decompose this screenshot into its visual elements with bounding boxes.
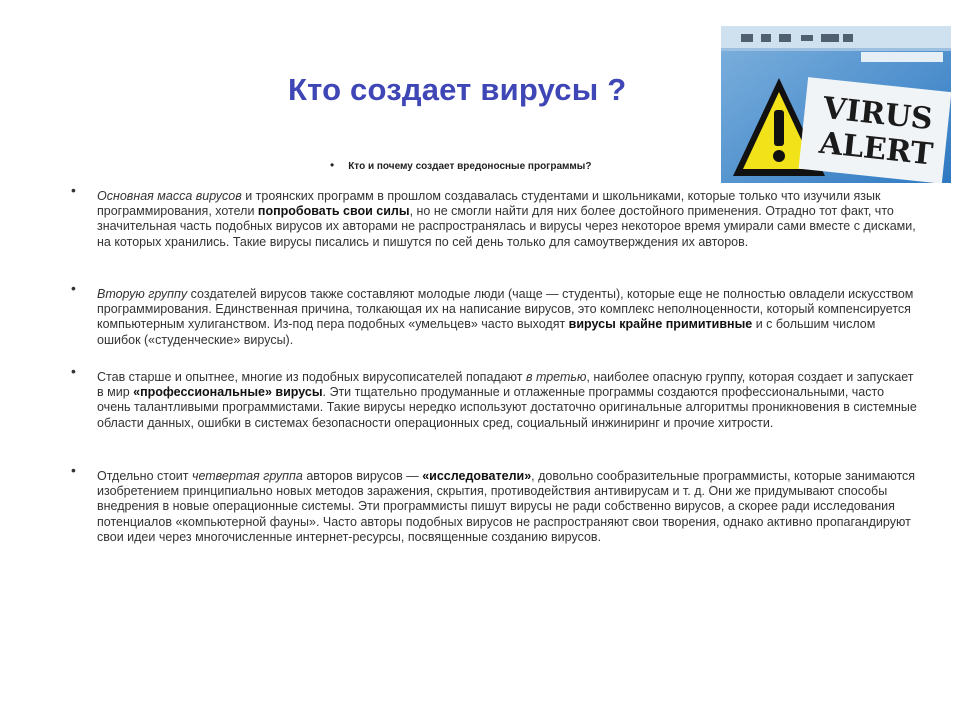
subtitle-text: Кто и почему создает вредоносные программы?	[348, 161, 592, 172]
list-item: Отдельно стоит четвертая группа авторов вирусов — «исследователи», довольно сообразительные программисты, которые занимаются изобретением принципиально новых методов заражения, скрытия, противодействия антивирусам и т. д. Они же придумывают способы внедрения в новые операционные системы. Эти программисты пишут вирусы не ради собственно вирусов, а скорее ради исследования потенциалов «компьютерной фауны». Часто авторы подобных вирусов не распространяют свои творения, однако активно пропагандируют свои идеи через многочисленные интернет-ресурсы, посвященные созданию вирусов.	[97, 469, 916, 544]
svg-text:VIRUS: VIRUS	[821, 90, 935, 138]
slide-title: Кто создает вирусы ?	[288, 72, 627, 107]
list-item: Вторую группу создателей вирусов также составляют молодые люди (чаще — студенты), которые еще не полностью овладели искусством программирования. Единственная причина, толкающая их на написание вирусов, это комплекс неполноценности, который компенсируется компьютерным хулиганством. Из-под пера подобных «умельцев» часто выходят вирусы крайне примитивные и с большим числом ошибок («студенческие» вирусы).	[97, 287, 914, 347]
virus-alert-image	[721, 26, 951, 183]
bullet-marker: •	[330, 158, 335, 172]
slide-subtitle	[330, 158, 591, 172]
bullet-marker: •	[71, 280, 76, 296]
list-item: Став старше и опытнее, многие из подобных вирусописателей попадают в третью, наиболее опасную группу, которая создает и запускает в мир «профессиональные» вирусы. Эти тщательно продуманные и отлаженные программы создаются профессиональными, часто очень талантливыми программистами. Такие вирусы нередко используют достаточно оригинальные алгоритмы проникновения в системные области данных, ошибки в системах безопасности операционных сред, социальный инжиниринг и прочие хитрости.	[97, 370, 917, 430]
list-item: Основная масса вирусов и троянских программ в прошлом создавалась студентами и школьниками, которые только что изучили язык программирования, хотели попробовать свои силы, но не смогли найти для них более достойного применения. Отрадно тот факт, что значительная часть подобных вирусов их авторами не распространялась и вирусы через некоторое время умирали сами вместе с дисками, на которых хранились. Такие вирусы писались и пишутся по сей день только для самоутверждения их авторов.	[97, 189, 916, 249]
svg-text:ALERT: ALERT	[817, 125, 935, 173]
virus-alert-illustration	[721, 26, 951, 183]
bullet-marker: •	[71, 182, 76, 198]
bullet-marker: •	[71, 462, 76, 478]
bullet-marker: •	[71, 363, 76, 379]
